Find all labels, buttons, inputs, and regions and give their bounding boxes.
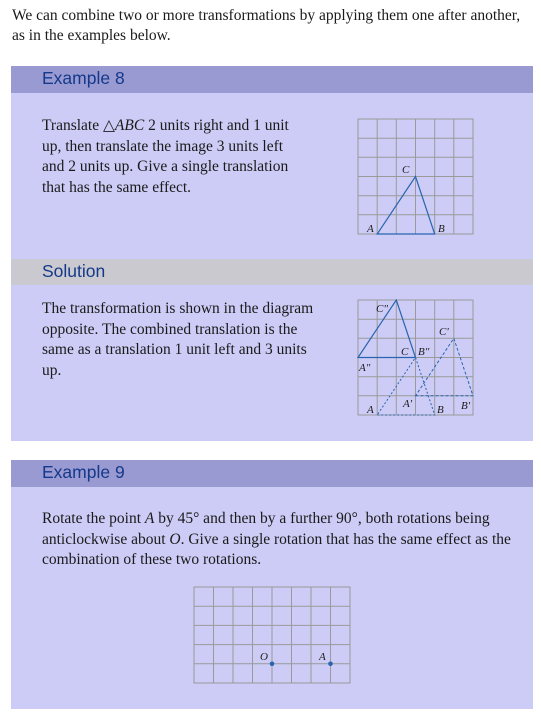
label-c-double-prime: C" <box>376 303 388 315</box>
example-8-header <box>11 66 533 93</box>
example-8-question: Translate △ABC 2 units right and 1 unit up, then translate the image 3 units left and 2 units up. Give a single translation that has the same effect. <box>42 117 289 196</box>
label-o: O <box>260 651 268 663</box>
example-9-header <box>11 460 533 487</box>
point-a <box>328 662 333 667</box>
example-8-title: Example 8 <box>42 68 125 88</box>
label-b-double-prime: B" <box>418 346 430 358</box>
point-o <box>270 662 275 667</box>
solution-bar <box>11 259 533 285</box>
triangle-name: ABC <box>114 117 145 134</box>
solution-title: Solution <box>42 261 106 281</box>
grid-lines <box>194 587 350 683</box>
example-9-title: Example 9 <box>42 462 125 482</box>
label-b: B <box>438 223 445 235</box>
solution-text: The transformation is shown in the diagram opposite. The combined translation is the same as a translation 1 unit left and 3 units up. <box>42 300 314 379</box>
label-a: A <box>319 651 326 663</box>
label-c: C <box>402 164 410 176</box>
example-8-panel <box>11 66 533 441</box>
label-b-prime: B' <box>461 400 471 412</box>
triangle-abc <box>377 177 435 235</box>
label-a-double-prime: A" <box>359 362 371 374</box>
label-a-prime: A' <box>403 398 413 410</box>
example-8-grid-figure <box>357 118 477 242</box>
label-a: A <box>367 404 374 416</box>
intro-text: We can combine two or more transformations by applying them one after another, as in the examples below. <box>12 7 521 44</box>
label-a: A <box>367 223 374 235</box>
label-c-prime: C' <box>439 326 449 338</box>
example-9-question: Rotate the point A by 45° and then by a further 90°, both rotations being anticlockwise about O. Give a single rotation that has the same effect as the combination of these two rotations. <box>42 510 511 568</box>
label-b: B <box>437 404 444 416</box>
solution-grid-figure <box>357 299 483 421</box>
example-9-grid-figure <box>193 586 353 686</box>
example-9-panel <box>11 460 533 709</box>
label-c: C <box>401 346 409 358</box>
